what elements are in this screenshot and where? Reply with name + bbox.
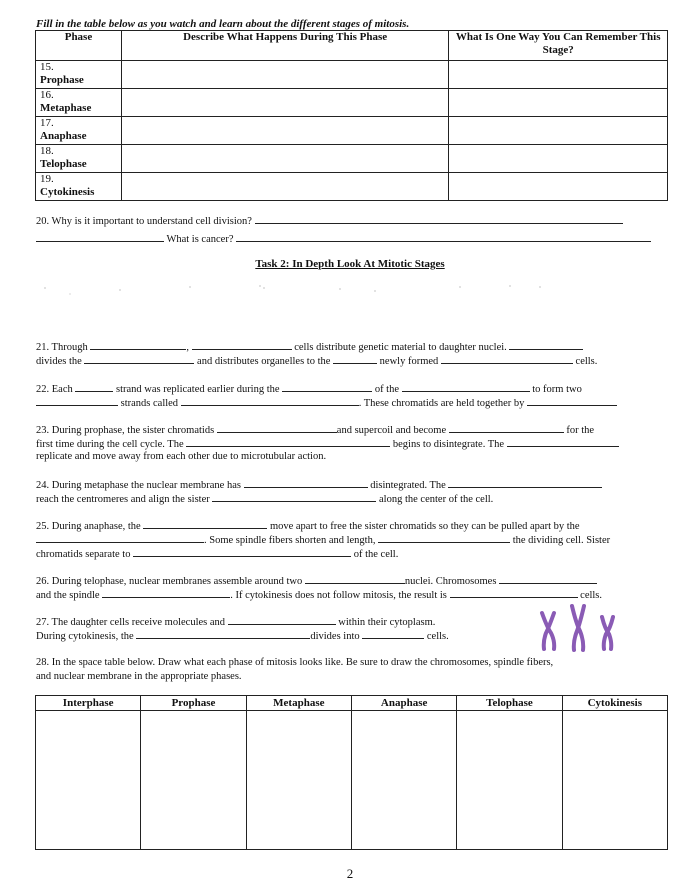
- drawing-cell-telophase[interactable]: [457, 711, 562, 850]
- table-row: [36, 61, 668, 89]
- chromosome-illustration: [535, 603, 625, 653]
- table-row: [36, 145, 668, 173]
- header-anaphase: Anaphase: [351, 696, 456, 711]
- row-phase: Telophase: [40, 158, 87, 170]
- answer-blank[interactable]: [212, 491, 376, 502]
- answer-blank[interactable]: [75, 381, 113, 392]
- drawing-cell-cytokinesis[interactable]: [562, 711, 667, 850]
- question-26-line-2: and the spindle . If cytokinesis does not follow mitosis, the result is cells.: [36, 587, 602, 603]
- table-row: [36, 117, 668, 145]
- phase-table-header: [36, 696, 668, 711]
- question-22-line-2: strands called . These chromatids are held together by: [36, 395, 617, 411]
- instructions: Fill in the table below as you watch and learn about the different stages of mitosis.: [36, 18, 410, 30]
- task-2-title: Task 2: In Depth Look At Mitotic Stages: [255, 258, 445, 270]
- remember-cell[interactable]: [449, 145, 668, 173]
- answer-blank[interactable]: [236, 231, 651, 242]
- question-22: 22. Each strand was replicated earlier during the of the to form two: [36, 381, 582, 397]
- describe-cell[interactable]: [121, 173, 448, 201]
- answer-blank[interactable]: [90, 339, 186, 350]
- question-23-line-2: first time during the cell cycle. The begins to disintegrate. The: [36, 436, 619, 452]
- answer-blank[interactable]: [186, 436, 390, 447]
- stage-table: [35, 30, 668, 201]
- answer-blank[interactable]: [133, 546, 351, 557]
- answer-blank[interactable]: [84, 353, 194, 364]
- remember-cell[interactable]: [449, 117, 668, 145]
- question-25-line-3: chromatids separate to of the cell.: [36, 546, 398, 562]
- answer-blank[interactable]: [499, 573, 597, 584]
- question-24-line-2: reach the centromeres and align the sister along the center of the cell.: [36, 491, 493, 507]
- phase-drawing-table: [35, 695, 668, 850]
- header-telophase: Telophase: [457, 696, 562, 711]
- describe-cell[interactable]: [121, 89, 448, 117]
- question-27: 27. The daughter cells receive molecules and within their cytoplasm.: [36, 614, 435, 630]
- answer-blank[interactable]: [255, 213, 623, 224]
- row-number: 16.: [40, 89, 54, 101]
- question-23: 23. During prophase, the sister chromatids and supercoil and become for the: [36, 422, 594, 438]
- answer-blank[interactable]: [449, 422, 564, 433]
- answer-blank[interactable]: [509, 339, 583, 350]
- table-row: [36, 89, 668, 117]
- row-phase: Prophase: [40, 74, 84, 86]
- answer-blank[interactable]: [36, 231, 164, 242]
- question-26: 26. During telophase, nuclear membranes assemble around two nuclei. Chromosomes: [36, 573, 597, 589]
- row-number: 18.: [40, 145, 54, 157]
- header-interphase: Interphase: [36, 696, 141, 711]
- answer-blank[interactable]: [136, 628, 310, 639]
- page-number: 2: [346, 866, 354, 881]
- answer-blank[interactable]: [228, 614, 336, 625]
- header-prophase: Prophase: [141, 696, 246, 711]
- drawing-cell-interphase[interactable]: [36, 711, 141, 850]
- header-metaphase: Metaphase: [246, 696, 351, 711]
- row-phase: Cytokinesis: [40, 186, 95, 198]
- question-21-line-2: divides the and distributes organelles to the newly formed cells.: [36, 353, 597, 369]
- remember-cell[interactable]: [449, 61, 668, 89]
- answer-blank[interactable]: [282, 381, 372, 392]
- stage-table-header: [36, 31, 668, 61]
- row-number: 17.: [40, 117, 54, 129]
- drawing-cell-prophase[interactable]: [141, 711, 246, 850]
- drawing-cell-metaphase[interactable]: [246, 711, 351, 850]
- answer-blank[interactable]: [181, 395, 359, 406]
- answer-blank[interactable]: [402, 381, 530, 392]
- question-27-line-2: During cytokinesis, the divides into cells.: [36, 628, 449, 644]
- answer-blank[interactable]: [448, 477, 602, 488]
- describe-cell[interactable]: [121, 61, 448, 89]
- question-24: 24. During metaphase the nuclear membrane has disintegrated. The: [36, 477, 602, 493]
- answer-blank[interactable]: [102, 587, 230, 598]
- chromosome-icon: [602, 617, 613, 649]
- drawing-row: [36, 711, 668, 850]
- remember-cell[interactable]: [449, 89, 668, 117]
- answer-blank[interactable]: [333, 353, 377, 364]
- question-20: 20. Why is it important to understand cell division?: [36, 213, 623, 229]
- answer-blank[interactable]: [36, 395, 118, 406]
- remember-cell[interactable]: [449, 173, 668, 201]
- header-cytokinesis: Cytokinesis: [562, 696, 667, 711]
- question-21: 21. Through , cells distribute genetic material to daughter nuclei.: [36, 339, 583, 355]
- header-phase: Phase: [36, 31, 122, 61]
- question-23-line-3: replicate and move away from each other due to microtubular action.: [36, 451, 327, 462]
- answer-blank[interactable]: [217, 422, 337, 433]
- answer-blank[interactable]: [244, 477, 368, 488]
- row-number: 15.: [40, 61, 54, 73]
- answer-blank[interactable]: [507, 436, 619, 447]
- answer-blank[interactable]: [378, 532, 510, 543]
- answer-blank[interactable]: [450, 587, 578, 598]
- answer-blank[interactable]: [362, 628, 424, 639]
- faint-text-marks: [40, 283, 560, 295]
- answer-blank[interactable]: [143, 518, 267, 529]
- question-28: 28. In the space table below. Draw what each phase of mitosis looks like. Be sure to draw the chromosomes, spindle fibers,: [36, 657, 554, 668]
- answer-blank[interactable]: [441, 353, 573, 364]
- row-phase: Metaphase: [40, 102, 92, 114]
- header-describe: Describe What Happens During This Phase: [121, 31, 448, 61]
- question-25: 25. During anaphase, the move apart to free the sister chromatids so they can be pulled apart by the: [36, 518, 580, 534]
- header-remember: What Is One Way You Can Remember This Stage?: [449, 31, 668, 61]
- answer-blank[interactable]: [36, 532, 204, 543]
- answer-blank[interactable]: [305, 573, 405, 584]
- answer-blank[interactable]: [192, 339, 292, 350]
- chromosome-icon: [572, 606, 584, 650]
- answer-blank[interactable]: [527, 395, 617, 406]
- row-number: 19.: [40, 173, 54, 185]
- describe-cell[interactable]: [121, 145, 448, 173]
- table-row: [36, 173, 668, 201]
- question-25-line-2: . Some spindle fibers shorten and length, the dividing cell. Sister: [36, 532, 610, 548]
- row-phase: Anaphase: [40, 130, 87, 142]
- chromosome-icon: [542, 613, 554, 649]
- question-20-cancer: What is cancer?: [36, 231, 651, 247]
- describe-cell[interactable]: [121, 117, 448, 145]
- drawing-cell-anaphase[interactable]: [351, 711, 456, 850]
- question-28-line-2: and nuclear membrane in the appropriate phases.: [36, 671, 242, 682]
